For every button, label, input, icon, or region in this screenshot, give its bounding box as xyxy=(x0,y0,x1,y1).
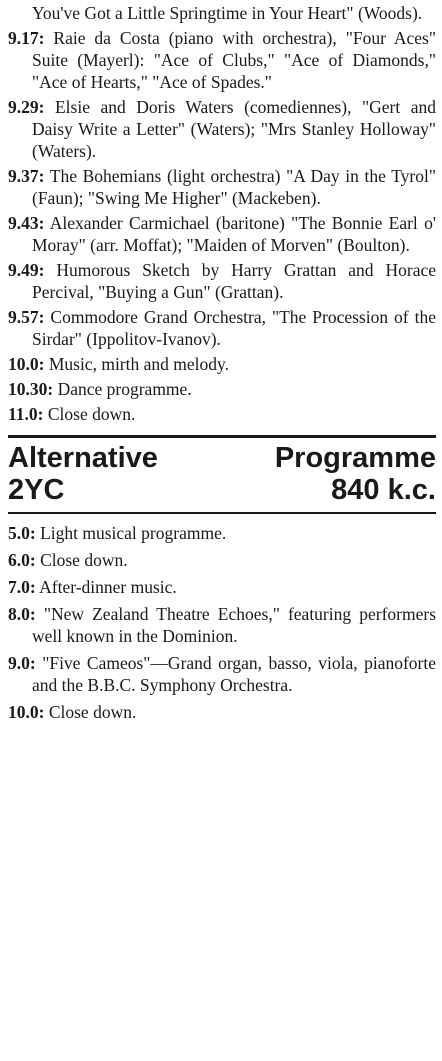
listing-entry-continued xyxy=(8,0,436,24)
entry-text: Elsie and Doris Waters (comediennes), "Gert and Daisy Write a Letter" (Waters); "Mrs Stanley Holloway" (Waters). xyxy=(32,97,437,161)
entry-time: 11.0: xyxy=(8,404,44,424)
entry-time: 10.0: xyxy=(8,702,45,722)
station-callsign: 2YC xyxy=(8,474,65,506)
entry-time: 5.0: xyxy=(8,523,36,543)
entry-text: The Bohemians (light orchestra) "A Day in the Tyrol" (Faun); "Swing Me Higher" (Mackeben). xyxy=(32,166,436,208)
entry-time: 9.57: xyxy=(8,307,45,327)
entry-time: 8.0: xyxy=(8,604,36,624)
heading-title-left: Alternative xyxy=(8,442,158,474)
entry-time: 6.0: xyxy=(8,550,36,570)
listing-entry xyxy=(8,403,436,425)
entry-text: You've Got a Little Springtime in Your Heart" (Woods). xyxy=(32,3,423,23)
entry-time: 7.0: xyxy=(8,577,36,597)
entry-text: Humorous Sketch by Harry Grattan and Horace Percival, "Buying a Gun" (Grattan). xyxy=(32,260,436,302)
heading-title-right: Programme xyxy=(274,442,436,474)
listing-entry xyxy=(8,378,436,400)
entry-text: Commodore Grand Orchestra, "The Procession of the Sirdar" (Ippolitov-Ivanov). xyxy=(32,307,436,349)
listing-entry xyxy=(8,96,436,162)
entry-time: 9.49: xyxy=(8,260,45,280)
entry-text: Alexander Carmichael (baritone) "The Bonnie Earl o' Moray" (arr. Moffat); "Maiden of Morven" (Boulton). xyxy=(32,213,436,255)
listing-entry xyxy=(8,165,436,209)
alternative-heading xyxy=(8,442,436,474)
listing-entry xyxy=(8,576,436,598)
section-divider xyxy=(8,435,436,438)
entry-time: 9.0: xyxy=(8,653,36,673)
listing-entry xyxy=(8,652,436,696)
listing-entry xyxy=(8,306,436,350)
listing-entry xyxy=(8,522,436,544)
entry-text: Close down. xyxy=(40,550,128,570)
entry-time: 9.43: xyxy=(8,213,45,233)
station-heading xyxy=(8,474,436,506)
listing-entry xyxy=(8,212,436,256)
listing-entry xyxy=(8,259,436,303)
entry-text: "New Zealand Theatre Echoes," featuring performers well known in the Dominion. xyxy=(32,604,436,646)
listing-entry xyxy=(8,603,436,647)
listing-entry xyxy=(8,353,436,375)
entry-text: Light musical programme. xyxy=(40,523,227,543)
station-frequency: 840 k.c. xyxy=(331,474,436,506)
heading-divider xyxy=(8,512,436,514)
listing-entry xyxy=(8,701,436,723)
entry-text: Raie da Costa (piano with orchestra), "Four Aces" Suite (Mayerl): "Ace of Clubs," "Ace of Diamonds," "Ace of Hearts," "Ace of Spades." xyxy=(32,28,437,92)
programme-listing xyxy=(8,0,436,425)
alternative-listing xyxy=(8,522,436,723)
entry-time: 9.29: xyxy=(8,97,45,117)
listing-entry xyxy=(8,27,436,93)
entry-text: "Five Cameos"—Grand organ, basso, viola, pianoforte and the B.B.C. Symphony Orchestra. xyxy=(32,653,437,695)
entry-text: Music, mirth and melody. xyxy=(48,354,229,374)
entry-text: Close down. xyxy=(47,404,136,424)
entry-time: 10.0: xyxy=(8,354,45,374)
entry-text: Dance programme. xyxy=(57,379,192,399)
entry-time: 9.17: xyxy=(8,28,45,48)
entry-time: 9.37: xyxy=(8,166,45,186)
listing-entry xyxy=(8,549,436,571)
entry-text: After-dinner music. xyxy=(39,577,177,597)
entry-time: 10.30: xyxy=(8,379,54,399)
entry-text: Close down. xyxy=(48,702,137,722)
